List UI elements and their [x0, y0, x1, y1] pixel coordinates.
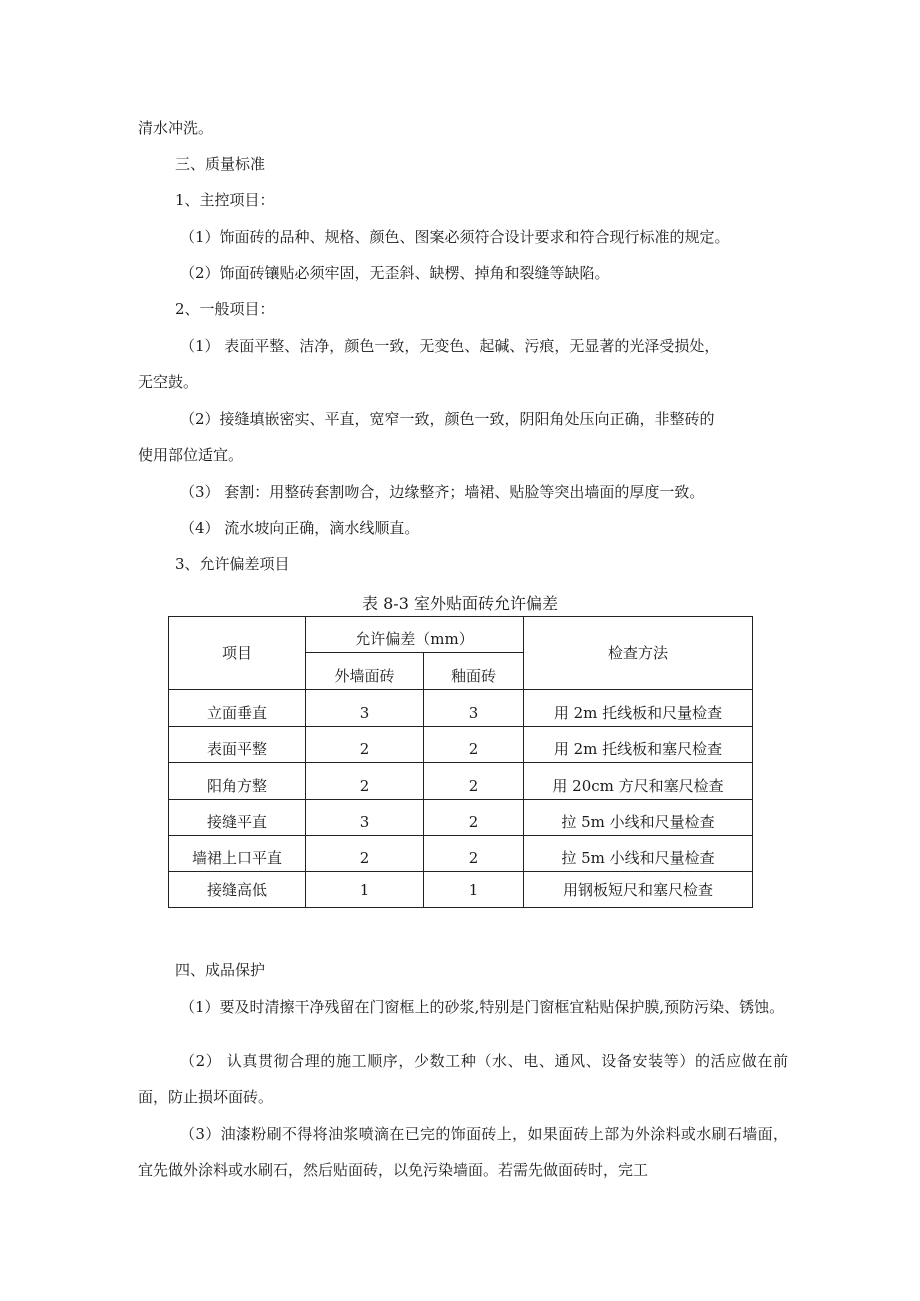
row-item: 接缝高低: [169, 872, 306, 908]
row-exterior: 3: [306, 800, 424, 836]
main-item-2: （2）饰面砖镶贴必须牢固，无歪斜、缺楞、掉角和裂缝等缺陷。: [180, 264, 610, 282]
row-exterior: 2: [306, 727, 424, 763]
table-row: [169, 836, 753, 872]
row-glazed: 2: [424, 763, 524, 800]
general-item-2-line-2: 使用部位适宜。: [138, 446, 244, 464]
general-item-4: （4） 流水坡向正确，滴水线顺直。: [180, 519, 420, 537]
row-exterior: 1: [306, 872, 424, 908]
main-item-1: （1）饰面砖的品种、规格、颜色、图案必须符合设计要求和符合现行标准的规定。: [180, 228, 730, 246]
row-exterior: 2: [306, 836, 424, 872]
row-item: 立面垂直: [169, 690, 306, 727]
tolerance-title: 3、允许偏差项目: [175, 555, 290, 573]
row-glazed: 3: [424, 690, 524, 727]
general-item-1-line-2: 无空鼓。: [138, 373, 199, 391]
row-glazed: 2: [424, 800, 524, 836]
header-exterior: 外墙面砖: [306, 653, 424, 690]
row-method: 用 2m 托线板和尺量检查: [524, 690, 753, 727]
row-method: 用钢板短尺和塞尺检查: [524, 872, 753, 908]
continuation-line: 清水冲洗。: [138, 119, 214, 137]
row-method: 拉 5m 小线和尺量检查: [524, 836, 753, 872]
row-item: 墙裙上口平直: [169, 836, 306, 872]
section-4-title: 四、成品保护: [175, 961, 266, 979]
general-item-3: （3） 套割：用整砖套割吻合，边缘整齐；墙裙、贴脸等突出墙面的厚度一致。: [180, 483, 705, 501]
general-item-2-line-1: （2）接缝填嵌密实、平直，宽窄一致，颜色一致，阴阳角处压向正确，非整砖的: [180, 410, 715, 428]
header-item: 项目: [169, 617, 306, 690]
row-glazed: 2: [424, 836, 524, 872]
row-method: 用 2m 托线板和塞尺检查: [524, 727, 753, 763]
tolerance-table: [168, 616, 753, 908]
general-items-title: 2、一般项目：: [175, 300, 275, 318]
row-item: 表面平整: [169, 727, 306, 763]
table-row: [169, 727, 753, 763]
row-item: 接缝平直: [169, 800, 306, 836]
row-item: 阳角方整: [169, 763, 306, 800]
protection-paragraph-1: （1）要及时清擦干净残留在门窗框上的砂浆,特别是门窗框宜粘贴保护膜,预防污染、锈蚀。: [180, 998, 785, 1016]
table-caption: 表 8-3 室外贴面砖允许偏差: [362, 594, 558, 613]
table-row: [169, 763, 753, 800]
row-method: 用 20cm 方尺和塞尺检查: [524, 763, 753, 800]
row-exterior: 2: [306, 763, 424, 800]
header-tolerance: 允许偏差（mm）: [306, 617, 524, 653]
row-exterior: 3: [306, 690, 424, 727]
table-row: [169, 872, 753, 908]
row-glazed: 1: [424, 872, 524, 908]
section-3-title: 三、质量标准: [175, 155, 266, 173]
row-method: 拉 5m 小线和尺量检查: [524, 800, 753, 836]
general-item-1-line-1: （1） 表面平整、洁净，颜色一致，无变色、起碱、污痕，无显著的光泽受损处，: [180, 337, 720, 355]
table-row: [169, 690, 753, 727]
header-method: 检查方法: [524, 617, 753, 690]
header-glazed: 釉面砖: [424, 653, 524, 690]
protection-paragraph-2: （2） 认真贯彻合理的施工顺序，少数工种（水、电、通风、设备安装等）的活应做在前面，防止损坏面砖。: [138, 1052, 788, 1106]
protection-paragraph-3: （3）油漆粉刷不得将油浆喷滴在已完的饰面砖上，如果面砖上部为外涂料或水刷石墙面，宜先做外涂料或水刷石，然后贴面砖，以免污染墙面。若需先做面砖时，完工: [138, 1125, 788, 1179]
table-row: [169, 800, 753, 836]
row-glazed: 2: [424, 727, 524, 763]
main-items-title: 1、主控项目：: [175, 191, 275, 209]
